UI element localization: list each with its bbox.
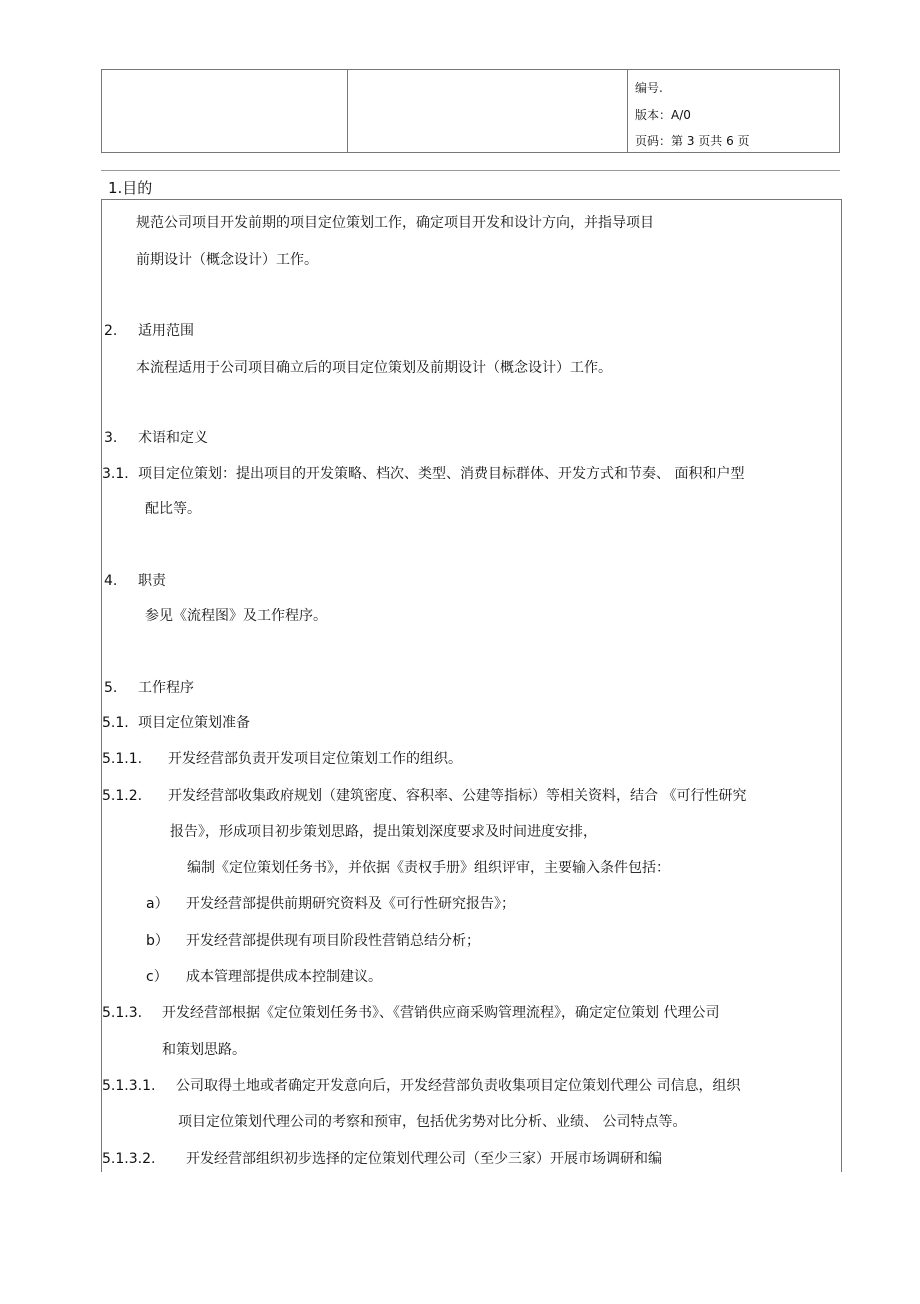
header-divider — [101, 170, 840, 171]
document-code-label: 编号. — [635, 81, 663, 95]
section-2-text: 本流程适用于公司项目确立后的项目定位策划及前期设计（概念设计）工作。 — [136, 360, 612, 376]
section-5-1-1-number: 5.1.1. — [102, 751, 143, 767]
section-4-text: 参见《流程图》及工作程序。 — [145, 608, 327, 624]
document-version: 版本：A/0 — [635, 107, 691, 122]
section-2-title: 适用范围 — [138, 323, 194, 339]
section-3-1-number: 3.1. — [102, 466, 129, 482]
section-5-1-3-1-line-2: 项目定位策划代理公司的考察和预审，包括优劣势对比分析、业绩、 公司特点等。 — [178, 1114, 687, 1130]
section-5-1-3-line-2: 和策划思路。 — [162, 1042, 246, 1058]
section-5-1-3-2-line-1: 开发经营部组织初步选择的定位策划代理公司（至少三家）开展市场调研和编 — [186, 1151, 662, 1167]
section-1-title: 1.目的 — [108, 179, 153, 197]
section-3-number: 3. — [104, 430, 118, 446]
section-4-number: 4. — [104, 573, 118, 589]
document-page-number: 页码：第 3 页共 6 页 — [635, 134, 750, 148]
header-cell-right — [635, 75, 750, 155]
section-3-1-line-1: 项目定位策划：提出项目的开发策略、档次、类型、消费目标群体、开发方式和节奏、 面积和户型 — [138, 466, 745, 482]
input-item-label-a: a） — [146, 896, 169, 912]
section-3-1-line-2: 配比等。 — [145, 501, 201, 517]
section-2-number: 2. — [104, 323, 118, 339]
section-5-number: 5. — [104, 680, 118, 696]
section-5-1-3-1-number: 5.1.3.1. — [102, 1078, 156, 1094]
section-5-1-2-line-1: 开发经营部收集政府规划（建筑密度、容积率、公建等指标）等相关资料，结合 《可行性研究 — [168, 788, 747, 804]
document-header-table — [101, 69, 840, 153]
section-4-title: 职责 — [138, 573, 166, 589]
section-5-1-2-number: 5.1.2. — [102, 788, 143, 804]
section-5-1-2-line-3: 编制《定位策划任务书》，并依据《责权手册》组织评审，主要输入条件包括： — [187, 860, 670, 876]
input-item-label-b: b） — [146, 933, 169, 949]
input-item-text-b: 开发经营部提供现有项目阶段性营销总结分析； — [186, 933, 480, 949]
section-3-title: 术语和定义 — [138, 430, 208, 446]
section-5-1-3-2-number: 5.1.3.2. — [102, 1151, 156, 1167]
section-5-1-3-number: 5.1.3. — [102, 1005, 143, 1021]
section-5-1-3-line-1: 开发经营部根据《定位策划任务书》、《营销供应商采购管理流程》，确定定位策划 代理公司 — [162, 1005, 720, 1021]
section-1-line-1: 规范公司项目开发前期的项目定位策划工作，确定项目开发和设计方向，并指导项目 — [136, 215, 654, 231]
content-box — [101, 199, 842, 1172]
header-cell-left — [102, 70, 348, 152]
header-cell-middle — [347, 70, 628, 152]
section-5-1-title: 项目定位策划准备 — [138, 715, 250, 731]
section-5-title: 工作程序 — [138, 680, 194, 696]
input-item-label-c: c） — [146, 969, 168, 985]
input-item-text-c: 成本管理部提供成本控制建议。 — [186, 969, 382, 985]
section-5-1-3-1-line-1: 公司取得土地或者确定开发意向后，开发经营部负责收集项目定位策划代理公 司信息，组织 — [176, 1078, 741, 1094]
section-5-1-2-line-2: 报告》，形成项目初步策划思路，提出策划深度要求及时间进度安排， — [170, 824, 597, 840]
section-5-1-1-text: 开发经营部负责开发项目定位策划工作的组织。 — [168, 751, 462, 767]
input-item-text-a: 开发经营部提供前期研究资料及《可行性研究报告》； — [186, 896, 515, 912]
section-5-1-number: 5.1. — [102, 715, 129, 731]
section-1-line-2: 前期设计（概念设计）工作。 — [136, 252, 318, 268]
